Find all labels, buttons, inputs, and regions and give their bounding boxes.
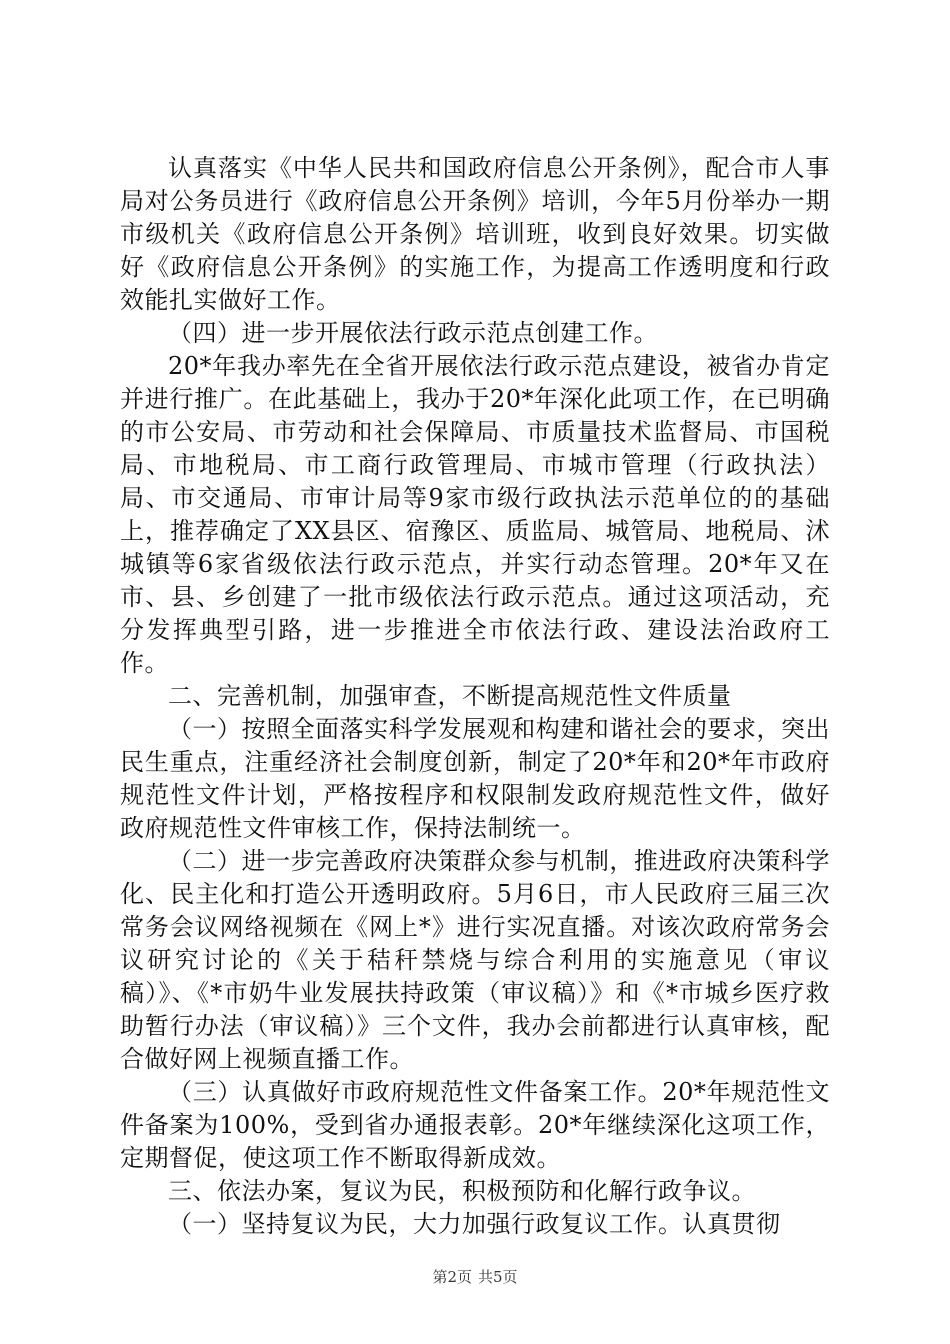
document-body xyxy=(120,152,830,1241)
page-footer xyxy=(0,1266,950,1287)
page-number: 第2页 xyxy=(432,1268,472,1286)
paragraph: （一）坚持复议为民，大力加强行政复议工作。认真贯彻 xyxy=(168,1210,781,1238)
paragraph: （四）进一步开展依法行政示范点创建工作。 xyxy=(168,319,658,347)
section-heading: 三、依法办案，复议为民，积极预防和化解行政争议。 xyxy=(168,1177,756,1205)
paragraph: 认真落实《中华人民共和国政府信息公开条例》，配合市人事局对公务员进行《政府信息公开条例》培训，今年5月份举办一期市级机关《政府信息公开条例》培训班，收到良好效果。切实做好《政府信息公开条例》的实施工作，为提高工作透明度和行政效能扎实做好工作。 xyxy=(120,154,830,314)
page-count: 共5页 xyxy=(478,1268,518,1286)
section-heading: 二、完善机制，加强审查，不断提高规范性文件质量 xyxy=(168,682,732,710)
paragraph: （三）认真做好市政府规范性文件备案工作。20*年规范性文件备案为100%，受到省办通报表彰。20*年继续深化这项工作，定期督促，使这项工作不断取得新成效。 xyxy=(120,1078,830,1172)
paragraph: （一）按照全面落实科学发展观和构建和谐社会的要求，突出民生重点，注重经济社会制度创新，制定了20*年和20*年市政府规范性文件计划，严格按程序和权限制发政府规范性文件，做好政府规范性文件审核工作，保持法制统一。 xyxy=(120,715,830,842)
paragraph: 20*年我办率先在全省开展依法行政示范点建设，被省办肯定并进行推广。在此基础上，我办于20*年深化此项工作，在已明确的市公安局、市劳动和社会保障局、市质量技术监督局、市国税局、市地税局、市工商行政管理局、市城市管理（行政执法）局、市交通局、市审计局等9家市级行政执法示范单位的的基础上，推荐确定了XX县区、宿豫区、质监局、城管局、地税局、沭城镇等6家省级依法行政示范点，并实行动态管理。20*年又在市、县、乡创建了一批市级依法行政示范点。通过这项活动，充分发挥典型引路，进一步推进全市依法行政、建设法治政府工作。 xyxy=(120,352,830,677)
paragraph: （二）进一步完善政府决策群众参与机制，推进政府决策科学化、民主化和打造公开透明政府。5月6日，市人民政府三届三次常务会议网络视频在《网上*》进行实况直播。对该次政府常务会议研究讨论的《关于秸秆禁烧与综合利用的实施意见（审议稿）》、《*市奶牛业发展扶持政策（审议稿）》和《*市城乡医疗救助暂行办法（审议稿）》三个文件，我办会前都进行认真审核，配合做好网上视频直播工作。 xyxy=(120,847,830,1073)
